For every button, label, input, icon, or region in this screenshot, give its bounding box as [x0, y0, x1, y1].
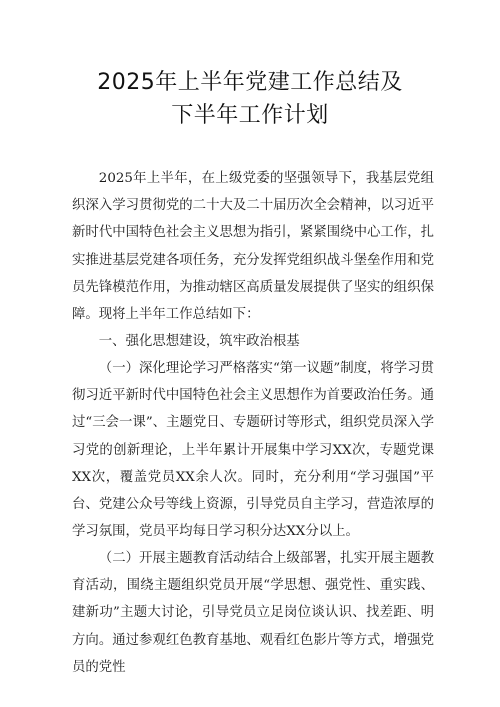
- section1-paragraph2: （二）开展主题教育活动结合上级部署，扎实开展主题教育活动，围绕主题组织党员开展“学思想、强党性、重实践、建新功”主题大讨论，引导党员立足岗位谈认识、找差距、明方向。通过参观红色教育基地、观看红色影片等方式，增强党员的党性: [72, 551, 434, 675]
- intro-paragraph: 2025年上半年，在上级党委的坚强领导下，我基层党组织深入学习贯彻党的二十大及二十届历次全会精神，以习近平新时代中国特色社会主义思想为指引，紧紧围绕中心工作，扎实推进基层党建各项任务，充分发挥党组织战斗堡垒作用和党员先锋模范作用，为推动辖区高质量发展提供了坚实的组织保障。现将上半年工作总结如下：: [72, 171, 434, 323]
- document-title-line2: 下半年工作计划: [171, 103, 329, 128]
- section1-heading: 一、强化思想建设，筑牢政治根基: [98, 334, 300, 349]
- document-title-line1: 2025年上半年党建工作总结及: [97, 70, 403, 95]
- section1-paragraph1: （一）深化理论学习严格落实“第一议题”制度，将学习贯彻习近平新时代中国特色社会主义思想作为首要政治任务。通过“三会一课”、主题党日、专题研讨等形式，组织党员深入学习党的创新理论，上半年累计开展集中学习XX次，专题党课XX次，覆盖党员XX余人次。同时，充分利用“学习强国”平台、党建公众号等线上资源，引导党员自主学习，营造浓厚的学习氛围，党员平均每日学习积分达XX分以上。: [72, 361, 434, 540]
